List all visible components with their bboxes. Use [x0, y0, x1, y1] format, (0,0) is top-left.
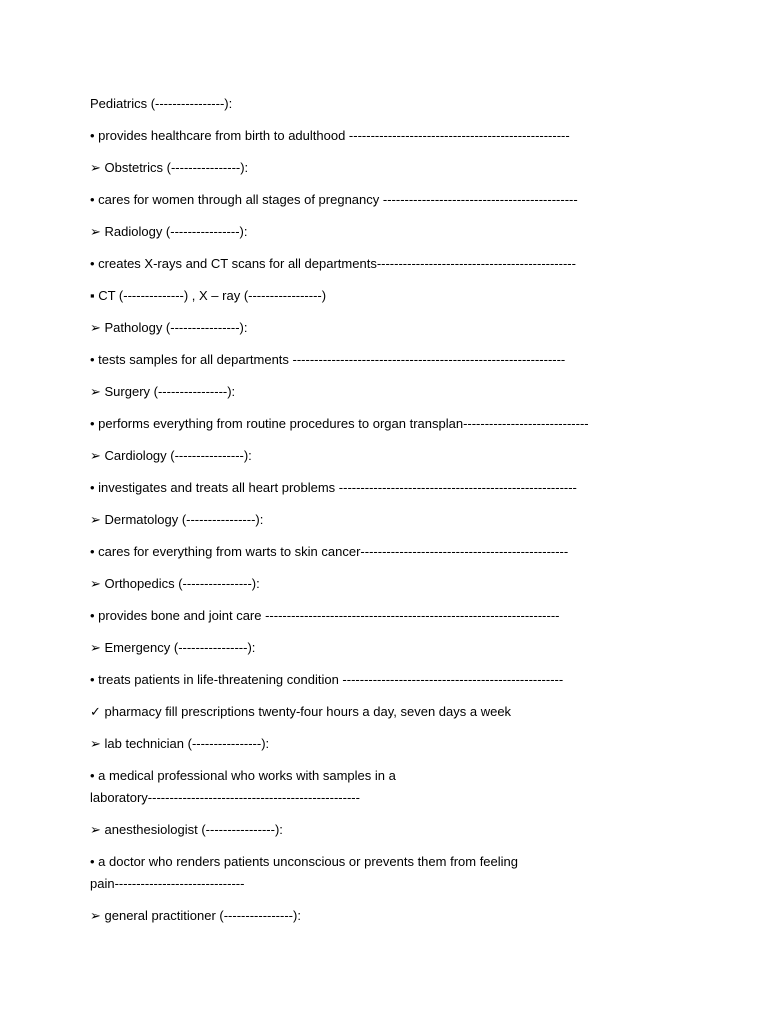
bullet-emergency-description: • treats patients in life-threatening condition ---------------------------------------------------: [90, 672, 564, 687]
heading-dermatology: ➢ Dermatology (----------------):: [90, 512, 264, 527]
heading-emergency: ➢ Emergency (----------------):: [90, 640, 256, 655]
heading-obstetrics: ➢ Obstetrics (----------------):: [90, 160, 249, 175]
heading-radiology: ➢ Radiology (----------------):: [90, 224, 248, 239]
check-pharmacy: ✓ pharmacy fill prescriptions twenty-four hours a day, seven days a week: [90, 704, 512, 719]
bullet-dermatology-description: • cares for everything from warts to skin cancer------------------------------------------------: [90, 544, 569, 559]
heading-cardiology: ➢ Cardiology (----------------):: [90, 448, 252, 463]
heading-lab-technician: ➢ lab technician (----------------):: [90, 736, 270, 751]
bullet-surgery-description: • performs everything from routine procedures to organ transplan-----------------------------: [90, 416, 589, 431]
heading-pediatrics: Pediatrics (----------------):: [90, 96, 233, 111]
heading-surgery: ➢ Surgery (----------------):: [90, 384, 236, 399]
bullet-anesthesiologist-line-2: pain------------------------------: [90, 876, 245, 891]
document-page: [90, 93, 650, 937]
bullet-lab-technician-line-1: • a medical professional who works with samples in a: [90, 768, 396, 783]
heading-orthopedics: ➢ Orthopedics (----------------):: [90, 576, 260, 591]
heading-general-practitioner: ➢ general practitioner (----------------):: [90, 908, 301, 923]
bullet-orthopedics-description: • provides bone and joint care --------------------------------------------------------------------: [90, 608, 560, 623]
heading-pathology: ➢ Pathology (----------------):: [90, 320, 248, 335]
bullet-cardiology-description: • investigates and treats all heart problems -------------------------------------------------------: [90, 480, 577, 495]
bullet-radiology-description: • creates X-rays and CT scans for all departments----------------------------------------------: [90, 256, 576, 271]
bullet-anesthesiologist-description: [90, 851, 650, 895]
bullet-lab-technician-line-2: laboratory-------------------------------------------------: [90, 790, 360, 805]
bullet-pediatrics-description: • provides healthcare from birth to adulthood ---------------------------------------------------: [90, 128, 570, 143]
bullet-obstetrics-description: • cares for women through all stages of pregnancy ---------------------------------------------: [90, 192, 578, 207]
bullet-ct-xray: ▪ CT (--------------) , X – ray (-----------------): [90, 288, 327, 303]
bullet-anesthesiologist-line-1: • a doctor who renders patients unconscious or prevents them from feeling: [90, 854, 518, 869]
bullet-pathology-description: • tests samples for all departments ---------------------------------------------------------------: [90, 352, 566, 367]
heading-anesthesiologist: ➢ anesthesiologist (----------------):: [90, 822, 283, 837]
bullet-lab-technician-description: [90, 765, 650, 809]
